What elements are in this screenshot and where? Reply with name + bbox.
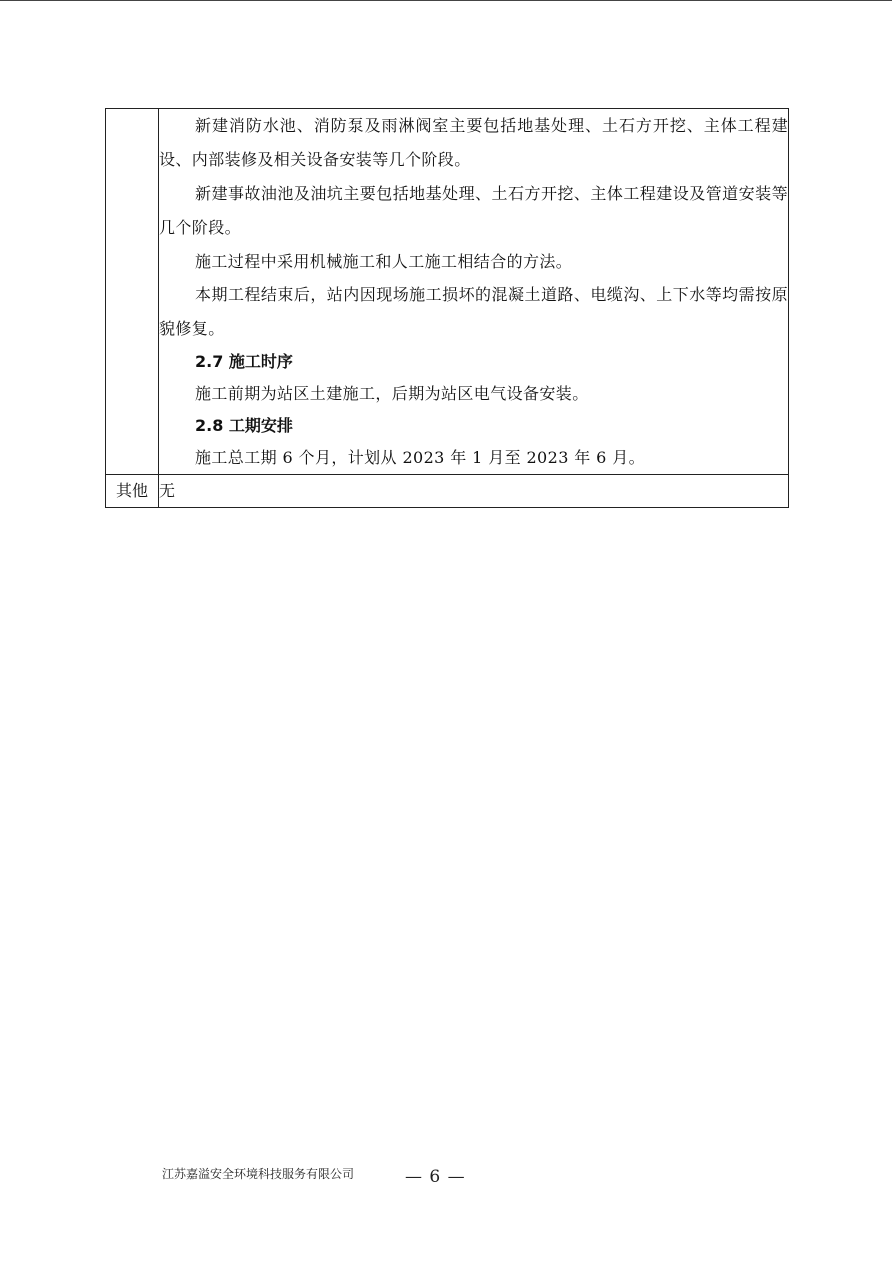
paragraph-sequence: 施工前期为站区土建施工，后期为站区电气设备安装。 bbox=[195, 384, 589, 403]
table-row-other bbox=[106, 475, 789, 508]
paragraph-oil-pool: 新建事故油池及油坑主要包括地基处理、土石方开挖、主体工程建设及管道安装等几个阶段。 bbox=[159, 184, 788, 237]
paragraph-fire-pool: 新建消防水池、消防泵及雨淋阀室主要包括地基处理、土石方开挖、主体工程建设、内部装修及相关设备安装等几个阶段。 bbox=[159, 116, 788, 169]
body-cell bbox=[159, 109, 789, 475]
section-heading-sequence: 2.7 施工时序 bbox=[195, 352, 293, 371]
other-label-cell: 其他 bbox=[106, 475, 159, 508]
footer-company: 江苏嘉溢安全环境科技服务有限公司 bbox=[162, 1167, 355, 1181]
paragraph-restoration: 本期工程结束后，站内因现场施工损坏的混凝土道路、电缆沟、上下水等均需按原貌修复。 bbox=[159, 285, 788, 338]
top-border-line bbox=[0, 0, 892, 1]
label-cell-empty bbox=[106, 109, 159, 475]
other-value-cell: 无 bbox=[159, 475, 789, 508]
content-table bbox=[105, 108, 789, 508]
section-heading-schedule: 2.8 工期安排 bbox=[195, 416, 293, 435]
page-number: — 6 — bbox=[405, 1167, 466, 1187]
paragraph-schedule: 施工总工期 6 个月，计划从 2023 年 1 月至 2023 年 6 月。 bbox=[195, 448, 646, 467]
table-row-main bbox=[106, 109, 789, 475]
paragraph-construction-method: 施工过程中采用机械施工和人工施工相结合的方法。 bbox=[195, 252, 573, 271]
